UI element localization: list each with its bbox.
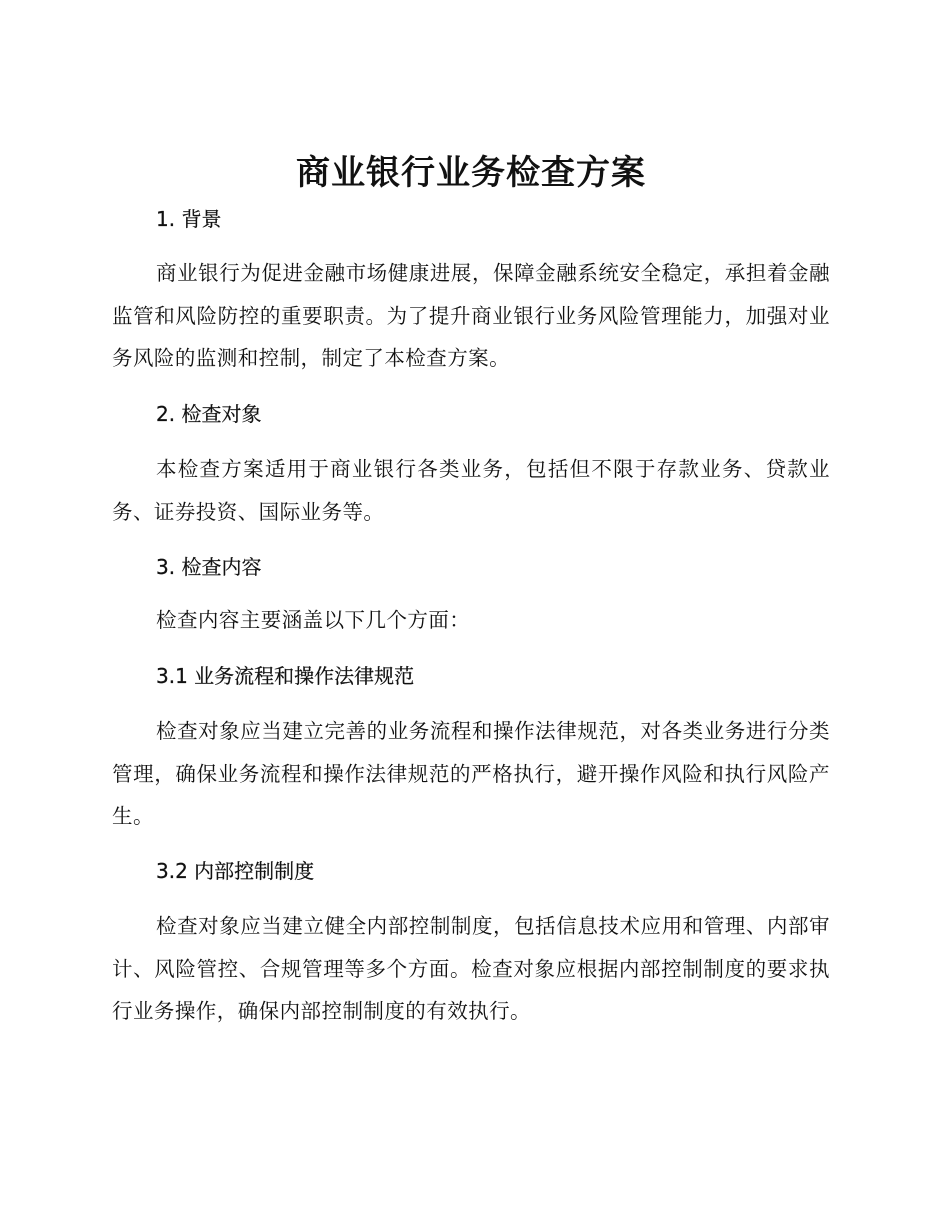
section-heading-process-norms: 3.1 业务流程和操作法律规范: [156, 664, 415, 688]
section-body-inspection-content: 检查内容主要涵盖以下几个方面：: [156, 608, 471, 632]
section-heading-background: 1. 背景: [156, 207, 222, 231]
section-body-inspection-target: 本检查方案适用于商业银行各类业务，包括但不限于存款业务、贷款业务、证券投资、国际业务等。: [112, 457, 830, 524]
section-heading-inspection-target: 2. 检查对象: [156, 402, 262, 426]
section-heading-internal-control: 3.2 内部控制制度: [156, 859, 315, 883]
section-body-process-norms: 检查对象应当建立完善的业务流程和操作法律规范，对各类业务进行分类管理，确保业务流程和操作法律规范的严格执行，避开操作风险和执行风险产生。: [112, 719, 830, 828]
document-title: 商业银行业务检查方案: [296, 153, 646, 193]
section-body-background: 商业银行为促进金融市场健康进展，保障金融系统安全稳定，承担着金融监管和风险防控的重要职责。为了提升商业银行业务风险管理能力，加强对业务风险的监测和控制，制定了本检查方案。: [112, 261, 830, 370]
section-body-internal-control: 检查对象应当建立健全内部控制制度，包括信息技术应用和管理、内部审计、风险管控、合规管理等多个方面。检查对象应根据内部控制制度的要求执行业务操作，确保内部控制制度的有效执行。: [112, 914, 830, 1023]
section-heading-inspection-content: 3. 检查内容: [156, 555, 262, 579]
